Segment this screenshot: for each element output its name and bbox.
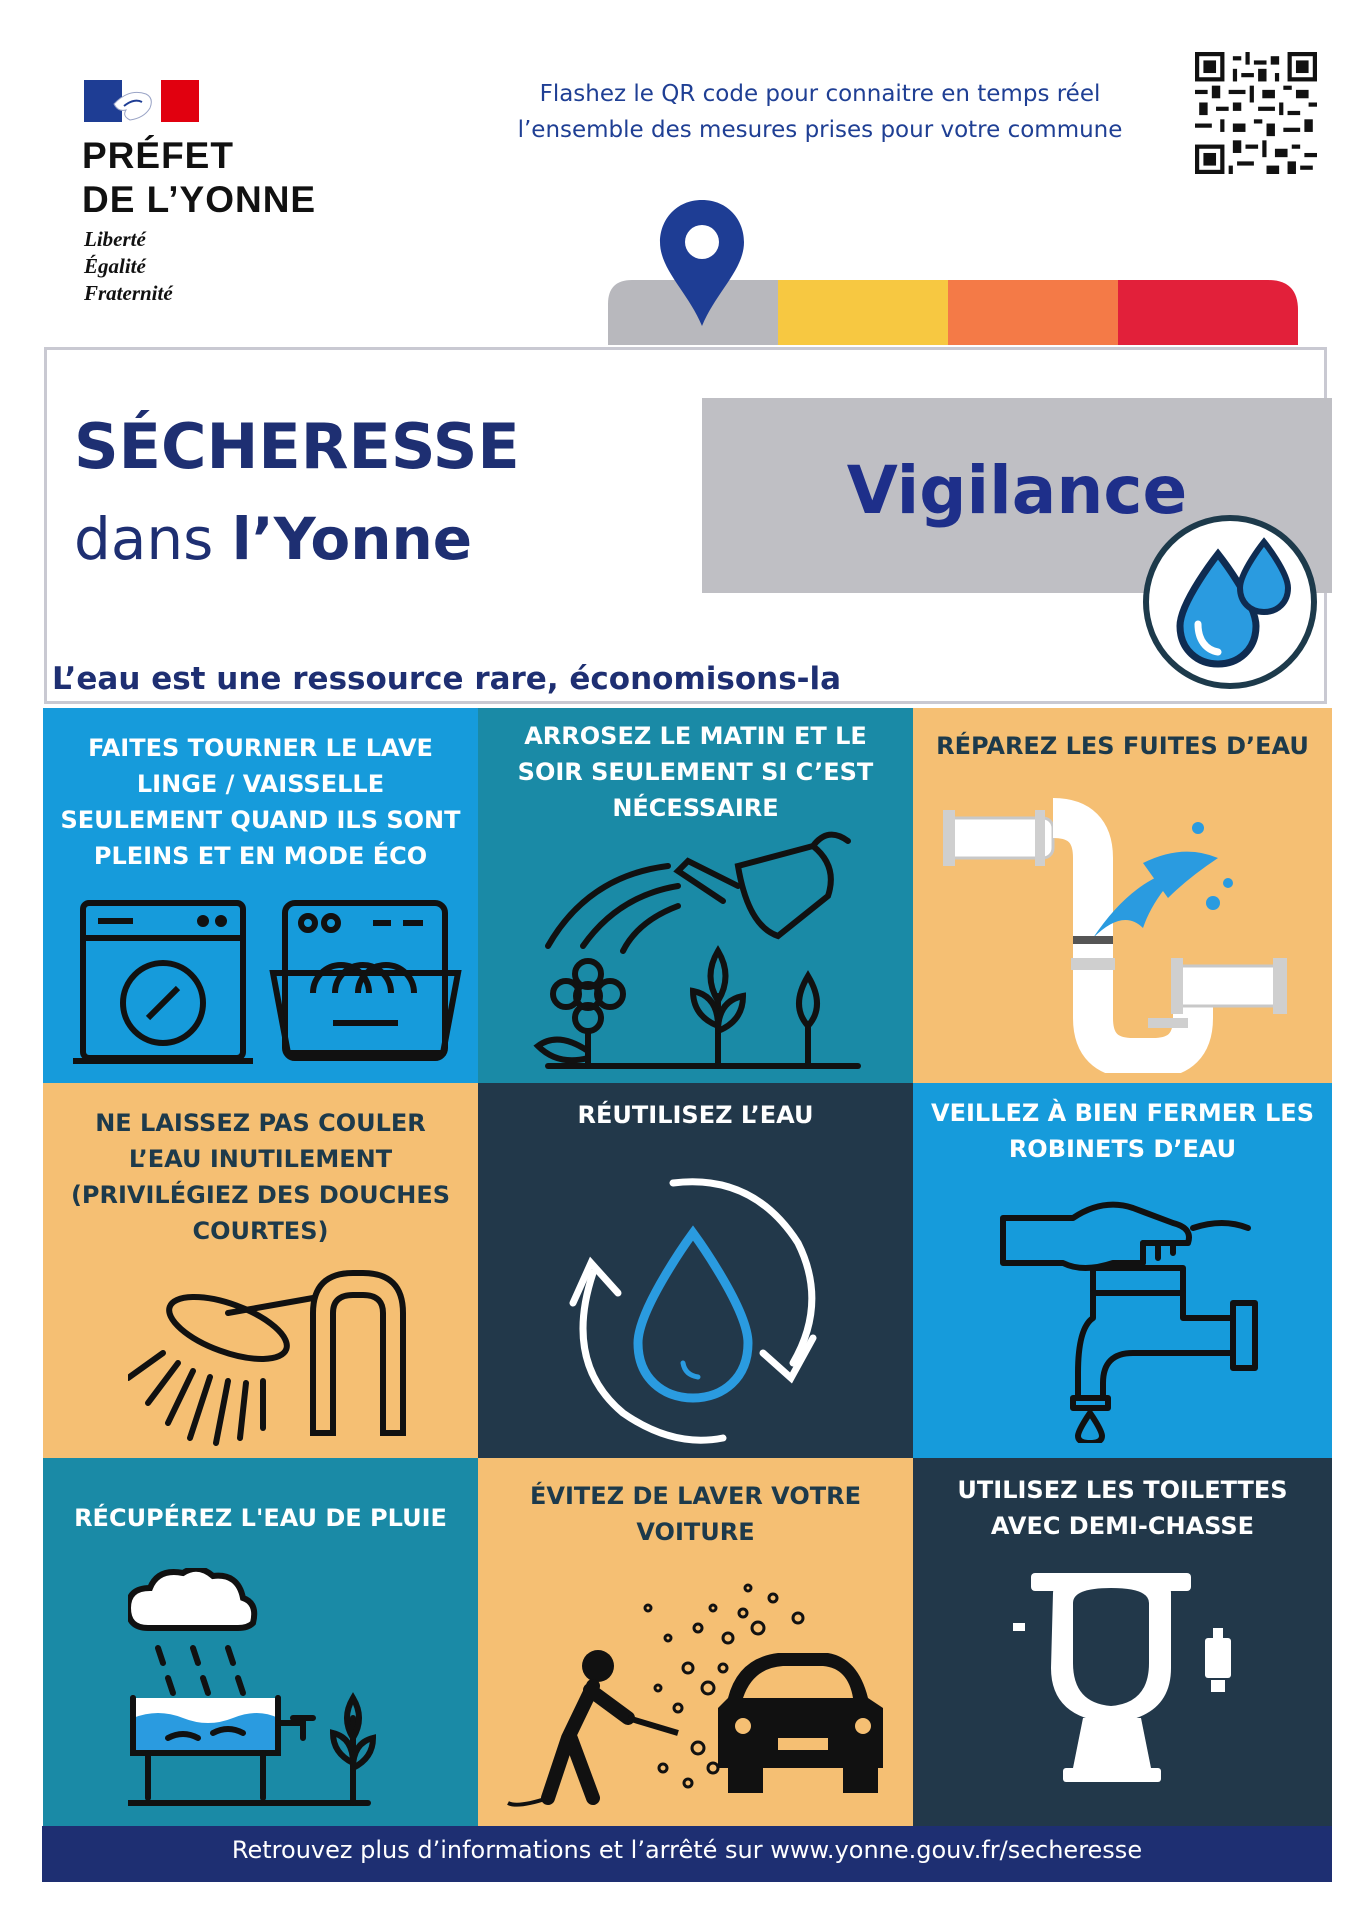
tip-label-line: ÉVITEZ DE LAVER VOTRE bbox=[530, 1482, 861, 1510]
tip-label-line: (PRIVILÉGIEZ DES DOUCHES bbox=[70, 1181, 451, 1209]
tip-label-line: RÉCUPÉREZ L'EAU DE PLUIE bbox=[74, 1504, 447, 1532]
motto-liberte: Liberté bbox=[84, 227, 146, 251]
tip-label-watering bbox=[492, 718, 899, 826]
prefecture-line-2: DE L’YONNE bbox=[82, 179, 317, 220]
tip-cell-reuse bbox=[478, 1083, 913, 1458]
watering-can-icon bbox=[528, 826, 878, 1071]
leaking-pipe-icon bbox=[943, 788, 1313, 1073]
tip-label-line: SEULEMENT QUAND ILS SONT bbox=[60, 806, 461, 834]
tip-label-line: LINGE / VAISSELLE bbox=[136, 770, 385, 798]
tip-label-taps bbox=[927, 1095, 1318, 1167]
qr-code-icon[interactable] bbox=[1195, 52, 1317, 174]
tip-cell-shower bbox=[43, 1083, 478, 1458]
tip-label-shower bbox=[57, 1105, 464, 1249]
prefecture-name bbox=[82, 134, 382, 222]
title-location: l’Yonne bbox=[231, 505, 473, 573]
washing-machine-dishwasher-icon bbox=[73, 893, 463, 1068]
prefecture-line-1: PRÉFET bbox=[82, 135, 234, 176]
motto-egalite: Égalité bbox=[84, 254, 146, 278]
tip-label-line: ARROSEZ LE MATIN ET LE bbox=[524, 722, 867, 750]
tip-label-line: RÉPAREZ LES FUITES D’EAU bbox=[936, 732, 1309, 760]
water-drops-icon bbox=[1140, 512, 1320, 692]
qr-instructions-line-1: Flashez le QR code pour connaitre en temps réel bbox=[539, 81, 1101, 107]
shower-icon bbox=[128, 1253, 428, 1448]
tip-label-line: NÉCESSAIRE bbox=[612, 794, 779, 822]
tip-label-rainwater bbox=[57, 1500, 464, 1536]
tip-label-line: VOITURE bbox=[636, 1518, 755, 1546]
alert-level-label: Vigilance bbox=[846, 452, 1188, 529]
tip-label-line: COURTES) bbox=[192, 1217, 329, 1245]
tip-cell-laundry bbox=[43, 708, 478, 1083]
tip-label-reuse bbox=[492, 1097, 899, 1133]
motto-fraternite: Fraternité bbox=[84, 281, 173, 305]
toilet-icon bbox=[1013, 1568, 1253, 1788]
tip-cell-rainwater bbox=[43, 1458, 478, 1826]
republic-motto bbox=[84, 226, 284, 307]
rain-tank-icon bbox=[128, 1568, 418, 1813]
tip-cell-carwash bbox=[478, 1458, 913, 1826]
subtitle: L’eau est une ressource rare, économisons-la bbox=[52, 661, 842, 697]
tip-label-line: NE LAISSEZ PAS COULER bbox=[95, 1109, 426, 1137]
tap-hand-icon bbox=[993, 1198, 1263, 1443]
tip-label-line: RÉUTILISEZ L’EAU bbox=[577, 1101, 814, 1129]
page-title-location bbox=[74, 505, 472, 573]
tip-cell-leaks bbox=[913, 708, 1332, 1083]
tip-label-leaks bbox=[927, 728, 1318, 764]
tip-label-toilet bbox=[927, 1472, 1318, 1544]
tip-label-line: AVEC DEMI-CHASSE bbox=[990, 1512, 1255, 1540]
tip-label-line: VEILLEZ À BIEN FERMER LES bbox=[931, 1099, 1314, 1127]
footer-info-link[interactable]: Retrouvez plus d’informations et l’arrêté sur www.yonne.gouv.fr/secheresse bbox=[231, 1836, 1143, 1864]
tip-cell-toilet bbox=[913, 1458, 1332, 1826]
tip-label-line: PLEINS ET EN MODE ÉCO bbox=[93, 842, 428, 870]
tip-label-carwash bbox=[492, 1478, 899, 1550]
qr-instructions bbox=[470, 76, 1170, 148]
qr-instructions-line-2: l’ensemble des mesures prises pour votre commune bbox=[517, 117, 1123, 143]
water-recycle-icon bbox=[543, 1163, 843, 1453]
level-marker-pin-icon bbox=[652, 196, 752, 330]
tip-label-line: UTILISEZ LES TOILETTES bbox=[957, 1476, 1288, 1504]
car-wash-icon bbox=[498, 1568, 898, 1818]
page-title: SÉCHERESSE bbox=[74, 410, 520, 483]
tip-label-line: L’EAU INUTILEMENT bbox=[128, 1145, 393, 1173]
marianne-logo bbox=[84, 80, 199, 122]
tip-label-line: FAITES TOURNER LE LAVE bbox=[88, 734, 433, 762]
tip-cell-taps bbox=[913, 1083, 1332, 1458]
tip-label-line: ROBINETS D’EAU bbox=[1008, 1135, 1237, 1163]
tip-label-laundry bbox=[57, 730, 464, 874]
tip-cell-watering bbox=[478, 708, 913, 1083]
tip-label-line: SOIR SEULEMENT SI C’EST bbox=[517, 758, 874, 786]
title-prefix: dans bbox=[74, 505, 232, 573]
